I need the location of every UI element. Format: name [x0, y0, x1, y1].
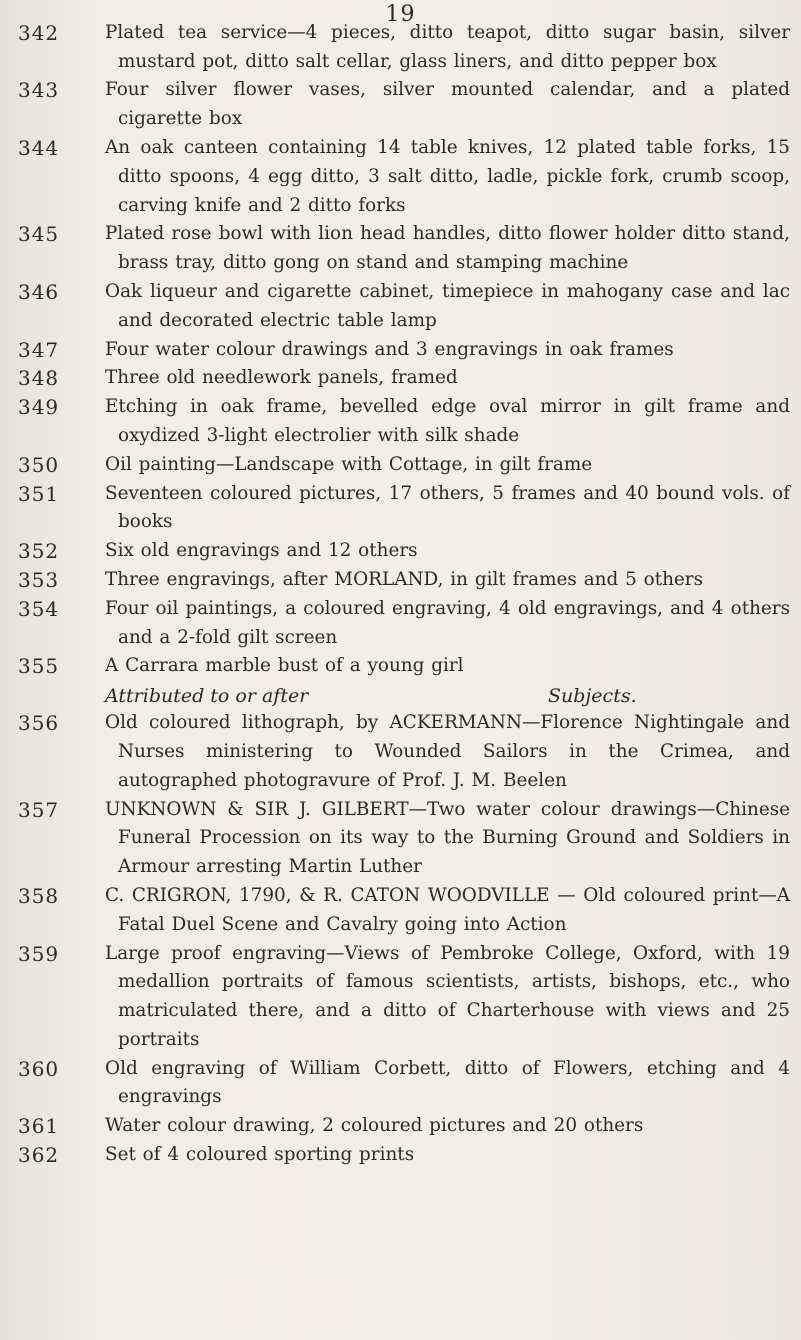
lot-number: 348 [18, 366, 60, 391]
lot-description: Seventeen coloured pictures, 17 others, 5 frames and 40 bound vols. of books [105, 482, 790, 533]
lot-description: Four water colour drawings and 3 engravings in oak frames [105, 338, 674, 360]
lot-description: Six old engravings and 12 others [105, 540, 418, 562]
lot-description: Set of 4 coloured sporting prints [105, 1144, 415, 1166]
lot-description: Four oil paintings, a coloured engraving, 4 old engravings, and 4 others and a 2-fold gilt screen [105, 597, 790, 648]
lot-description: C. CRIGRON, 1790, & R. CATON WOODVILLE — Old coloured print—A Fatal Duel Scene and Cavalry going into Action [105, 884, 790, 935]
lot-number: 359 [18, 941, 60, 966]
lot-description: Three engravings, after MORLAND, in gilt frames and 5 others [105, 568, 703, 590]
lot-number: 362 [18, 1143, 60, 1168]
lot-number: 354 [18, 596, 60, 621]
lot-description: Oak liqueur and cigarette cabinet, timepiece in mahogany case and lac and decorated electric table lamp [105, 280, 790, 331]
lot-number: 360 [18, 1056, 60, 1081]
lot-description: Oil painting—Landscape with Cottage, in gilt frame [105, 453, 593, 475]
lot-description: Plated tea service—4 pieces, ditto teapot, ditto sugar basin, silver mustard pot, ditto salt cellar, glass liners, and ditto pepper box [105, 21, 790, 72]
lot-number: 347 [18, 337, 60, 362]
lot-number: 352 [18, 539, 60, 564]
subheading-subjects: Subjects. [548, 685, 637, 708]
lot-number: 356 [18, 711, 60, 736]
lot-number: 342 [18, 20, 60, 45]
lot-number: 344 [18, 135, 60, 160]
lot-number: 350 [18, 452, 60, 477]
lot-number: 351 [18, 481, 60, 506]
lot-description: Large proof engraving—Views of Pembroke College, Oxford, with 19 medallion portraits of famous scientists, artists, bishops, etc., who matriculated there, and a ditto of Charterhouse with views and 25 portraits [105, 942, 790, 1050]
lot-description: Old engraving of William Corbett, ditto of Flowers, etching and 4 engravings [105, 1057, 790, 1108]
lot-description: An oak canteen containing 14 table knives, 12 plated table forks, 15 ditto spoons, 4 egg ditto, 3 salt ditto, ladle, pickle fork, crumb scoop, carving knife and 2 ditto forks [105, 136, 790, 216]
lot-number: 346 [18, 279, 60, 304]
subheading-attributed: Attributed to or after [105, 685, 309, 708]
column-subheading [105, 681, 790, 711]
lot-description: A Carrara marble bust of a young girl [105, 655, 464, 677]
lot-number: 361 [18, 1114, 60, 1139]
lot-description: Four silver flower vases, silver mounted calendar, and a plated cigarette box [105, 79, 790, 130]
lot-number: 353 [18, 567, 60, 592]
lot-number: 355 [18, 654, 60, 679]
lot-number: 345 [18, 222, 60, 247]
lot-number: 343 [18, 78, 60, 103]
lot-number: 358 [18, 883, 60, 908]
lot-number: 357 [18, 797, 60, 822]
lot-description: Three old needlework panels, framed [105, 367, 458, 389]
lot-description: Etching in oak frame, bevelled edge oval mirror in gilt frame and oxydized 3-light electrolier with silk shade [105, 396, 790, 446]
lot-description: Plated rose bowl with lion head handles, ditto flower holder ditto stand, brass tray, ditto gong on stand and stamping machine [105, 223, 790, 274]
page-number: 19 [385, 2, 416, 27]
lot-number: 349 [18, 395, 60, 420]
lot-description: Water colour drawing, 2 coloured pictures and 20 others [105, 1115, 644, 1137]
lot-description: Old coloured lithograph, by ACKERMANN—Florence Nightingale and Nurses ministering to Wounded Sailors in the Crimea, and autographed photogravure of Prof. J. M. Beelen [105, 712, 790, 791]
lot-description: UNKNOWN & SIR J. GILBERT—Two water colour drawings—Chinese Funeral Procession on its way to the Burning Ground and Soldiers in Armour arresting Martin Luther [105, 798, 790, 878]
